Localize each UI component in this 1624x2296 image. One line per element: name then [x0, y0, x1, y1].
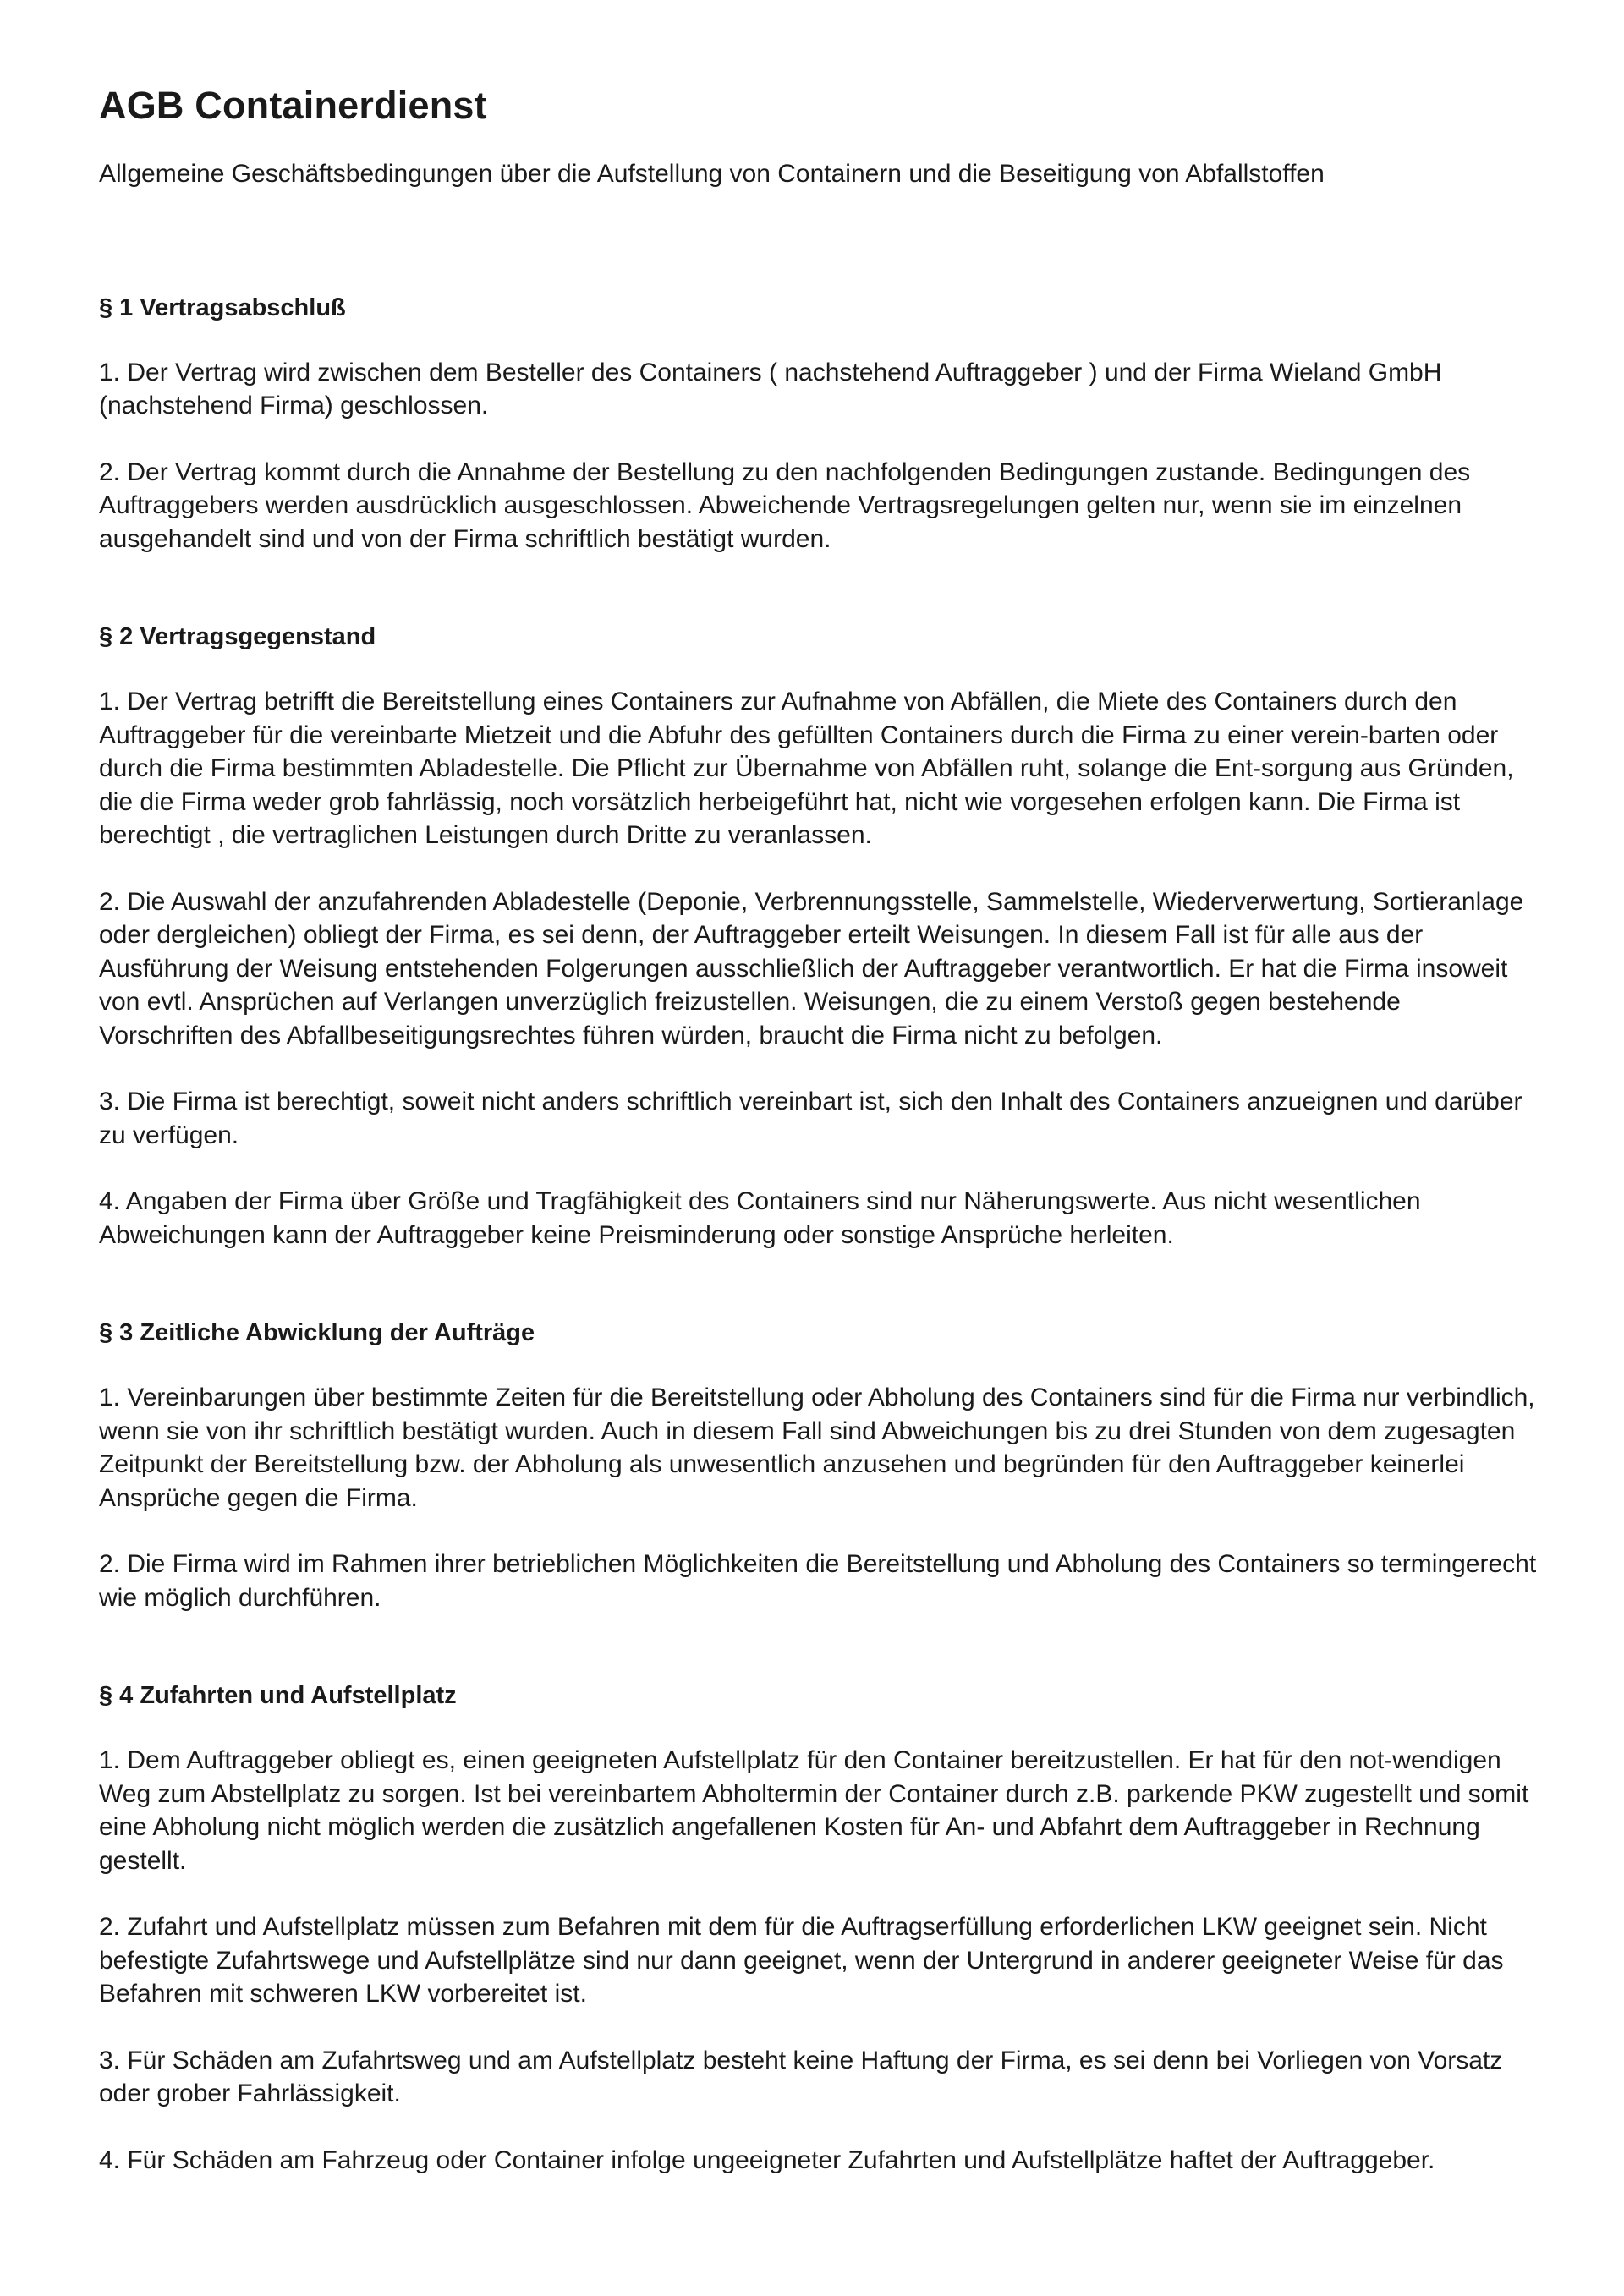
paragraph: 3. Die Firma ist berechtigt, soweit nicht anders schriftlich vereinbart ist, sich den Inhalt des Containers anzueignen und darüber zu verfügen.: [99, 1088, 1522, 1149]
paragraph: 4. Für Schäden am Fahrzeug oder Container infolge ungeeigneter Zufahrten und Aufstellplätze haftet der Auftraggeber.: [99, 2145, 1435, 2174]
section-3: [99, 1316, 1537, 1614]
section-heading: § 1 Vertragsabschluß: [99, 293, 346, 321]
document-page: [99, 85, 1537, 2241]
paragraph: 2. Die Firma wird im Rahmen ihrer betrieblichen Möglichkeiten die Bereitstellung und Abholung des Containers so termingerecht wie möglich durchführen.: [99, 1550, 1537, 1612]
paragraph: 2. Die Auswahl der anzufahrenden Abladestelle (Deponie, Verbrennungsstelle, Sammelstelle, Wiederverwertung, Sortieranlage oder dergleichen) obliegt der Firma, es sei denn, der Auftraggeber erteilt Weisungen. In diesem Fall ist für alle aus der Ausführung der Weisung entstehenden Folgerungen ausschließlich der Auftraggeber verantwortlich. Er hat die Firma insoweit von evtl. Ansprüchen auf Verlangen unverzüglich freizustellen. Weisungen, die zu einem Verstoß gegen bestehende Vorschriften des Abfallbeseitigungsrechtes führen würden, braucht die Firma nicht zu befolgen.: [99, 887, 1524, 1049]
paragraph: 1. Vereinbarungen über bestimmte Zeiten für die Bereitstellung oder Abholung des Containers sind für die Firma nur verbindlich, wenn sie von ihr schriftlich bestätigt wurden. Auch in diesem Fall sind Abweichungen bis zu drei Stunden von dem zugesagten Zeitpunkt der Bereitstellung bzw. der Abholung als unwesentlich anzusehen und begründen für den Auftraggeber keinerlei Ansprüche gegen die Firma.: [99, 1384, 1535, 1512]
section-1: [99, 291, 1537, 556]
paragraph: 1. Der Vertrag wird zwischen dem Besteller des Containers ( nachstehend Auftraggeber ) und der Firma Wieland GmbH (nachstehend Firma) geschlossen.: [99, 358, 1442, 419]
page-subtitle: Allgemeine Geschäftsbedingungen über die Aufstellung von Containern und die Beseitigung von Abfallstoffen: [99, 159, 1325, 188]
section-heading: § 2 Vertragsgegenstand: [99, 623, 376, 650]
page-title: AGB Containerdienst: [99, 84, 487, 127]
section-heading: § 3 Zeitliche Abwicklung der Aufträge: [99, 1319, 535, 1346]
paragraph: 4. Angaben der Firma über Größe und Tragfähigkeit des Containers sind nur Näherungswerte. Aus nicht wesentlichen Abweichungen kann der Auftraggeber keine Preisminderung oder sonstige Ansprüche herleiten.: [99, 1187, 1421, 1249]
section-4: [99, 1679, 1537, 2177]
paragraph: 2. Zufahrt und Aufstellplatz müssen zum Befahren mit dem für die Auftragserfüllung erforderlichen LKW geeignet sein. Nicht befestigte Zufahrtswege und Aufstellplätze sind nur dann geeignet, wenn der Untergrund in anderer geeigneter Weise für das Befahren mit schweren LKW vorbereitet ist.: [99, 1913, 1504, 2008]
paragraph: 1. Dem Auftraggeber obliegt es, einen geeigneten Aufstellplatz für den Container bereitzustellen. Er hat für den not-wendigen Weg zum Abstellplatz zu sorgen. Ist bei vereinbartem Abholtermin der Container durch z.B. parkende PKW zugestellt und somit eine Abholung nicht möglich werden die zusätzlich angefallenen Kosten für An- und Abfahrt dem Auftraggeber in Rechnung gestellt.: [99, 1746, 1529, 1875]
paragraph: 1. Der Vertrag betrifft die Bereitstellung eines Containers zur Aufnahme von Abfällen, die Miete des Containers durch den Auftraggeber für die vereinbarte Mietzeit und die Abfuhr des gefüllten Containers durch die Firma zu einer verein-barten oder durch die Firma bestimmten Abladestelle. Die Pflicht zur Übernahme von Abfällen ruht, solange die Ent-sorgung aus Gründen, die die Firma weder grob fahrlässig, noch vorsätzlich herbeigeführt hat, nicht wie vorgesehen erfolgen kann. Die Firma ist berechtigt , die vertraglichen Leistungen durch Dritte zu veranlassen.: [99, 688, 1514, 849]
section-2: [99, 620, 1537, 1252]
paragraph: 2. Der Vertrag kommt durch die Annahme der Bestellung zu den nachfolgenden Bedingungen zustande. Bedingungen des Auftraggebers werden ausdrücklich ausgeschlossen. Abweichende Vertragsregelungen gelten nur, wenn sie im einzelnen ausgehandelt sind und von der Firma schriftlich bestätigt wurden.: [99, 458, 1471, 553]
paragraph: 3. Für Schäden am Zufahrtsweg und am Aufstellplatz besteht keine Haftung der Firma, es sei denn bei Vorliegen von Vorsatz oder grober Fahrlässigkeit.: [99, 2046, 1503, 2107]
section-heading: § 4 Zufahrten und Aufstellplatz: [99, 1682, 457, 1709]
